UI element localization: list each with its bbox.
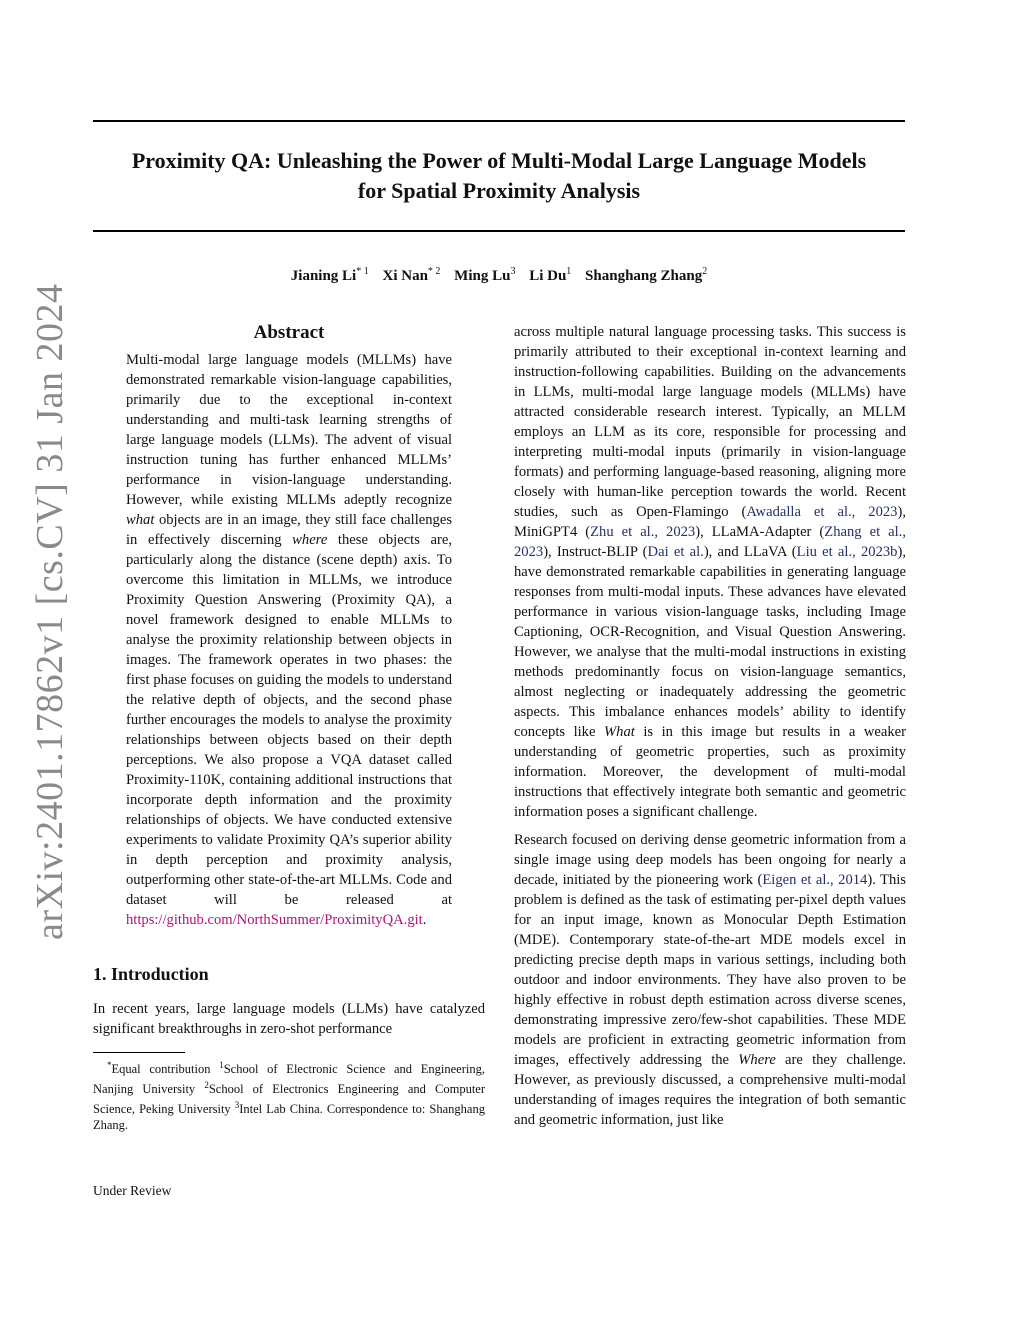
title-line-1: Proximity QA: Unleashing the Power of Multi-Modal Large Language Models — [131, 148, 867, 173]
under-review-label: Under Review — [93, 1183, 172, 1198]
intro-paragraph-1: across multiple natural language processing tasks. This success is primarily attributed to their exceptional in-context learning and instruction-following capabilities. Building on the advancements in LLMs, multi-modal large language models (MLLMs) have attracted considerable research interest. Typically, an MLLM employs an LLM as its core, responsible for processing and interpreting multi-modal inputs (primarily in vision-language formats) and performing language-based reasoning, aligning more closely with human-like perception towards the world. Recent studies, such as Open-Flamingo (Awadalla et al., 2023), MiniGPT4 (Zhu et al., 2023), LLaMA-Adapter (Zhang et al., 2023), Instruct-BLIP (Dai et al.), and LLaVA (Liu et al., 2023b), have demonstrated remarkable capabilities in generating language responses from multi-modal inputs. These advances have elevated performance in various vision-language tasks, including Image Captioning, OCR-Recognition, and Visual Question Answering. However, we analyse that the multi-modal instructions in existing methods predominantly focus on vision-language semantics, almost neglecting or inadequately addressing the geometric aspects. This imbalance enhances models’ ability to identify concepts like What is in this image but results in a weaker understanding of geometric properties, such as proximity information. Moreover, the development of multi-modal instructions that effectively integrate both semantic and geometric information poses a significant challenge. — [514, 324, 906, 820]
citation-link[interactable]: Eigen et al., 2014 — [762, 872, 868, 888]
right-column — [514, 322, 906, 1130]
author-list — [93, 266, 905, 285]
title-line-2: for Spatial Proximity Analysis — [357, 178, 641, 203]
footnote: *Equal contribution $^1$School of Electronic Science and Engineering, Nanjing University $^2$School of Electronics Engineering and Computer Science, Peking University $^3$Intel Lab China. Correspondence to: Shanghang Zhang. — [93, 1060, 486, 1133]
author: Shanghang Zhang$^2$ — [585, 266, 708, 284]
code-repository-link[interactable]: https://github.com/NorthSummer/ProximityQA.git — [126, 912, 423, 928]
introduction-text: In recent years, large language models (LLMs) have catalyzed significant breakthroughs in zero-shot performance — [93, 1001, 485, 1037]
citation-link[interactable]: Zhang et al., 2023 — [514, 524, 906, 560]
author: Xi Nan$^{* 2}$ — [382, 266, 441, 284]
intro-paragraph-2: Research focused on deriving dense geometric information from a single image using deep models has been ongoing for nearly a decade, initiated by the pioneering work (Eigen et al., 2014). This problem is defined as the task of estimating per-pixel depth values for an input image, known as Monocular Depth Estimation (MDE). Contemporary state-of-the-art MDE models excel in predicting precise depth maps in various settings, including both outdoor and indoor environments. They have also proven to be highly effective in robust depth estimation across diverse scenes, demonstrating impressive zero/few-shot capabilities. These MDE models are proficient in extracting geometric information from images, effectively addressing the Where are they challenge. However, as previously discussed, a comprehensive multi-modal understanding of images requires the integration of both semantic and geometric information, just like — [514, 832, 906, 1128]
abstract-heading: Abstract — [253, 322, 325, 343]
author: Ming Lu$^3$ — [454, 266, 516, 284]
citation-link[interactable]: Dai et al. — [647, 544, 704, 560]
introduction-heading: 1. Introduction — [93, 964, 209, 984]
citation-link[interactable]: Awadalla et al., 2023 — [746, 504, 898, 520]
author: Jianing Li$^{* 1}$ — [290, 266, 369, 284]
title-top-rule — [93, 120, 905, 122]
author: Li Du$^1$ — [529, 266, 572, 284]
citation-link[interactable]: Liu et al., 2023b — [796, 544, 898, 560]
footnote-rule — [93, 1052, 185, 1053]
paper-title — [93, 146, 905, 206]
left-column — [93, 322, 485, 1133]
citation-link[interactable]: Zhu et al., 2023 — [590, 524, 696, 540]
title-bottom-rule — [93, 230, 905, 232]
abstract-text: Multi-modal large language models (MLLMs) have demonstrated remarkable vision-language capabilities, primarily due to the exceptional in-context understanding and multi-task learning strengths of large language models (LLMs). The advent of visual instruction tuning has further enhanced MLLMs’ performance in vision-language understanding. However, while existing MLLMs adeptly recognize what objects are in an image, they still face challenges in effectively discerning where these objects are, particularly along the distance (scene depth) axis. To overcome this limitation in MLLMs, we introduce Proximity Question Answering (Proximity QA), a novel framework designed to enable MLLMs to analyse the proximity relationship between objects in images. The framework operates in two phases: the first phase focuses on guiding the models to understand the relative depth of objects, and the second phase further encourages the models to analyse the proximity relationships between objects based on their depth perceptions. We also propose a VQA dataset called Proximity-110K, containing additional instructions that incorporate depth information and the proximity relationships of objects. We have conducted extensive experiments to validate Proximity QA’s superior ability in depth perception and proximity analysis, outperforming other state-of-the-art MLLMs. Code and dataset will be released at https://github.com/NorthSummer/ProximityQA.git. — [126, 352, 452, 928]
arxiv-identifier-stamp: arXiv:2401.17862v1 [cs.CV] 31 Jan 2024 — [29, 283, 71, 940]
